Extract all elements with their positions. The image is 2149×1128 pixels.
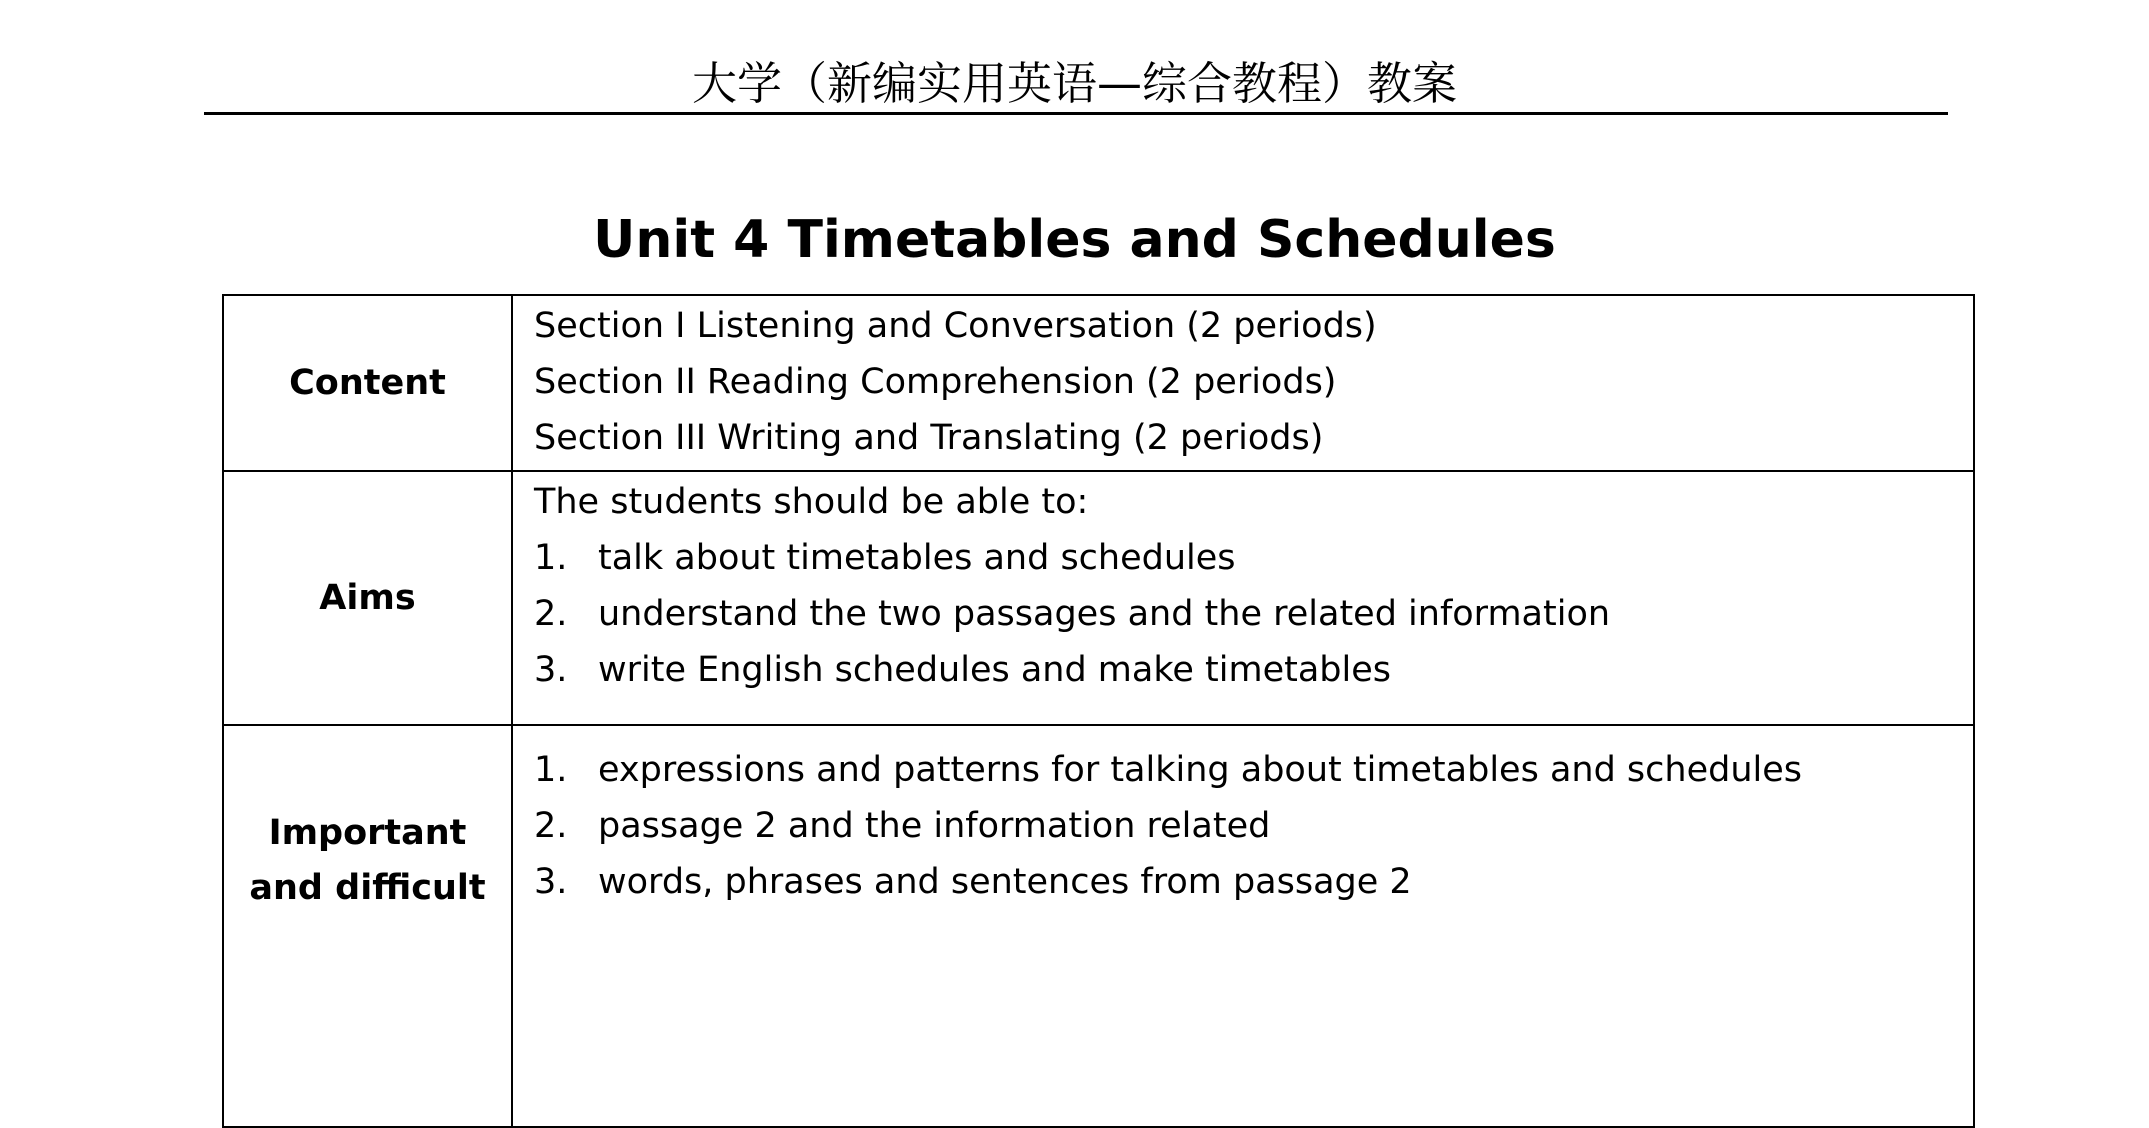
important-label (223, 725, 512, 1127)
important-label-line1: Important (268, 813, 467, 853)
list-item-number: 3. (534, 650, 568, 690)
list-item-text: expressions and patterns for talking about timetables and schedules (598, 750, 1802, 790)
list-item-number: 1. (534, 538, 568, 578)
aims-label: Aims (223, 471, 512, 725)
aims-intro: The students should be able to: (534, 482, 1089, 522)
list-item-number: 2. (534, 594, 568, 634)
content-line: Section I Listening and Conversation (2 periods) (534, 306, 1377, 346)
list-item (534, 586, 1953, 642)
page-header-title: 大学（新编实用英语—综合教程）教案 (691, 57, 1457, 110)
important-label-line2: and difficult (249, 868, 486, 908)
lesson-plan-table (222, 294, 1975, 1128)
list-item-text: words, phrases and sentences from passage 2 (598, 862, 1412, 902)
document-title: Unit 4 Timetables and Schedules (593, 210, 1556, 270)
list-item (534, 798, 1953, 854)
list-item (534, 530, 1953, 586)
list-item-text: passage 2 and the information related (598, 806, 1271, 846)
list-item (534, 854, 1953, 910)
content-label: Content (223, 295, 512, 471)
list-item-text: talk about timetables and schedules (598, 538, 1236, 578)
aims-cell (512, 471, 1974, 725)
list-item (534, 742, 1953, 798)
list-item-text: understand the two passages and the related information (598, 594, 1611, 634)
list-item-text: write English schedules and make timetables (598, 650, 1391, 690)
content-line: Section II Reading Comprehension (2 periods) (534, 362, 1337, 402)
header-rule (204, 112, 1948, 115)
content-line: Section III Writing and Translating (2 periods) (534, 418, 1324, 458)
list-item-number: 3. (534, 862, 568, 902)
list-item (534, 642, 1953, 698)
content-cell (512, 295, 1974, 471)
table-row-important (223, 725, 1974, 1127)
table-row-aims (223, 471, 1974, 725)
list-item-number: 1. (534, 750, 568, 790)
important-cell (512, 725, 1974, 1127)
table-row-content (223, 295, 1974, 471)
list-item-number: 2. (534, 806, 568, 846)
